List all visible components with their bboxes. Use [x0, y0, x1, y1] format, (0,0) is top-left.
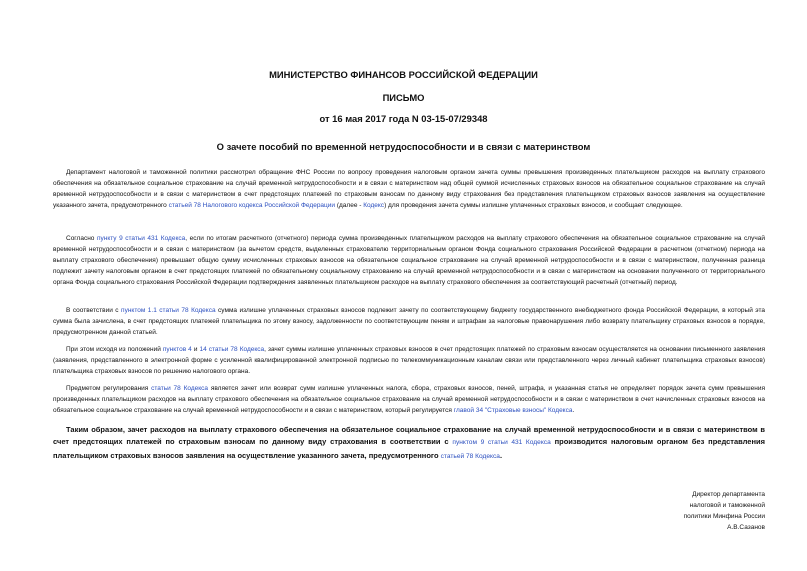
ministry-heading: МИНИСТЕРСТВО ФИНАНСОВ РОССИЙСКОЙ ФЕДЕРАЦИИ	[269, 69, 538, 80]
paragraph-4-text-a: При этом исходя из положений	[66, 346, 163, 353]
paragraph-6-text-b: производится налоговым органом без представления плательщиком страховых взносов заявления на осуществление указанного зачета, предусмотренного	[53, 437, 765, 460]
link-code[interactable]: Кодекс	[363, 201, 385, 209]
paragraph-4	[53, 345, 765, 378]
paragraph-3	[53, 306, 765, 339]
paragraph-4-text-c: , зачет суммы излишне уплаченных страховых взносов в счет предстоящих платежей по страховым взносам осуществляется на основании письменного заявления (заявления, представленного в электронной форме с усиленной квалифицированной электронной подписью по телекоммуникационным каналам связи или представленного через личный кабинет плательщика страховых взносов) плательщика страховых взносов по решению налогового органа.	[53, 346, 765, 375]
signature-position-line-1: Директор департамента	[692, 491, 765, 498]
link-clause-1-1-article-78[interactable]: пунктом 1.1 статьи 78 Кодекса	[121, 307, 216, 314]
paragraph-6-conclusion	[53, 424, 765, 463]
paragraph-1-text-b: (далее -	[335, 201, 364, 209]
paragraph-6-text-a: Таким образом, зачет расходов на выплату страхового обеспечения на обязательное социальное страхование на случай временной нетрудоспособности и в связи с материнством в счет предстоящих платежей по страховым взносам по данному виду страхования в соответствии с	[53, 425, 765, 447]
link-clause-9-article-431-conclusion[interactable]: пунктом 9 статьи 431 Кодекса	[452, 439, 551, 447]
link-clause-14-article-78[interactable]: 14 статьи 78 Кодекса	[199, 346, 265, 353]
link-article-78-tax-code[interactable]: статьей 78 Налогового кодекса Российской Федерации	[168, 201, 336, 209]
paragraph-5	[53, 384, 765, 417]
document-date-number: от 16 мая 2017 года N 03-15-07/29348	[319, 113, 488, 124]
paragraph-2-text-a: Согласно	[66, 235, 97, 242]
signature-position-line-2: налоговой и таможенной	[689, 501, 765, 509]
paragraph-3-text-b: сумма излишне уплаченных страховых взносов подлежит зачету по соответствующему бюджету государственного внебюджетного фонда Российской Федерации, в который эта сумма была зачислена, в счет предстоящих платежей плательщика по этому взносу, задолженности по соответствующим пеням и штрафам за налоговые правонарушения либо возврату плательщику страховых взносов в порядке, предусмотренном данной статьей.	[53, 307, 765, 336]
paragraph-1-text-a: Департамент налоговой и таможенной политики рассмотрел обращение ФНС России по вопросу проведения налоговым органом зачета суммы превышения произведенных плательщиком расходов на выплату страхового обеспечения на обязательное социальное страхование на случай временной нетрудоспособности и в связи с материнством над общей суммой исчисленных страховых взносов на обязательное социальное страхование на случай временной нетрудоспособности и в связи с материнством в счет предстоящих платежей по страховым взносам по данному виду страхования без представления плательщиком страховых взносов заявления на осуществление указанного зачета, предусмотренного	[53, 169, 765, 209]
link-chapter-34[interactable]: главой 34 "Страховые взносы" Кодекса	[453, 406, 573, 414]
link-article-78-code[interactable]: статьи 78 Кодекса	[151, 385, 209, 392]
paragraph-5-text-c: .	[572, 406, 575, 414]
paragraph-5-text-b: является зачет или возврат сумм излишне уплаченных налога, сбора, страховых взносов, пеней, штрафа, и указанная статья не определяет порядок зачета сумм превышения произведенных плательщиком расходов на выплату страхового обеспечения на обязательное социальное страхование на случай временной нетрудоспособности и в связи с материнством в счет начисленных страховых взносов на обязательное социальное страхование на случай временной нетрудоспособности и в связи с материнством, который регулируется	[53, 385, 765, 414]
paragraph-4-text-b: и	[191, 346, 200, 353]
paragraph-5-text-a: Предметом регулирования	[66, 385, 152, 392]
paragraph-1-text-c: ) для проведения зачета суммы излишне уплаченных страховых взносов, и сообщает следующее.	[384, 201, 683, 209]
signature-block	[605, 490, 765, 534]
document-type: ПИСЬМО	[382, 92, 425, 103]
link-clause-9-article-431[interactable]: пункту 9 статьи 431 Кодекса	[96, 235, 186, 242]
signature-position-line-3: политики Минфина России	[683, 512, 765, 520]
link-article-78-conclusion[interactable]: статьей 78 Кодекса	[440, 452, 500, 460]
paragraph-3-text-a: В соответствии с	[66, 307, 122, 314]
document-subject: О зачете пособий по временной нетрудоспособности и в связи с материнством	[216, 141, 591, 152]
paragraph-6-text-c: .	[499, 450, 503, 460]
paragraph-2	[53, 234, 765, 289]
link-clauses-4[interactable]: пунктов 4	[162, 346, 192, 353]
paragraph-2-text-b: , если по итогам расчетного (отчетного) периода сумма произведенных плательщиком расходов на выплату страхового обеспечения на обязательное социальное страхование на случай временной нетрудоспособности и в связи с материнством (за вычетом средств, выделенных страхователю территориальным органом Фонда социального страхования Российской Федерации в расчетном (отчетном) периода на выплату страхового обеспечения) превышает общую сумму исчисленных страховых взносов на обязательное социальное страхование на случай временной нетрудоспособности и в связи с материнством, полученная разница подлежит зачету налоговым органом в счет предстоящих платежей по обязательному социальному страхованию на случай временной нетрудоспособности и в связи с материнством на основании полученного от территориального органа Фонда социального страхования Российской Федерации подтверждения заявленных плательщиком расходов на выплату страхового обеспечения за соответствующий расчетный (отчетный) период.	[53, 235, 765, 286]
paragraph-1	[53, 168, 765, 212]
signature-name: А.В.Сазанов	[727, 523, 765, 531]
